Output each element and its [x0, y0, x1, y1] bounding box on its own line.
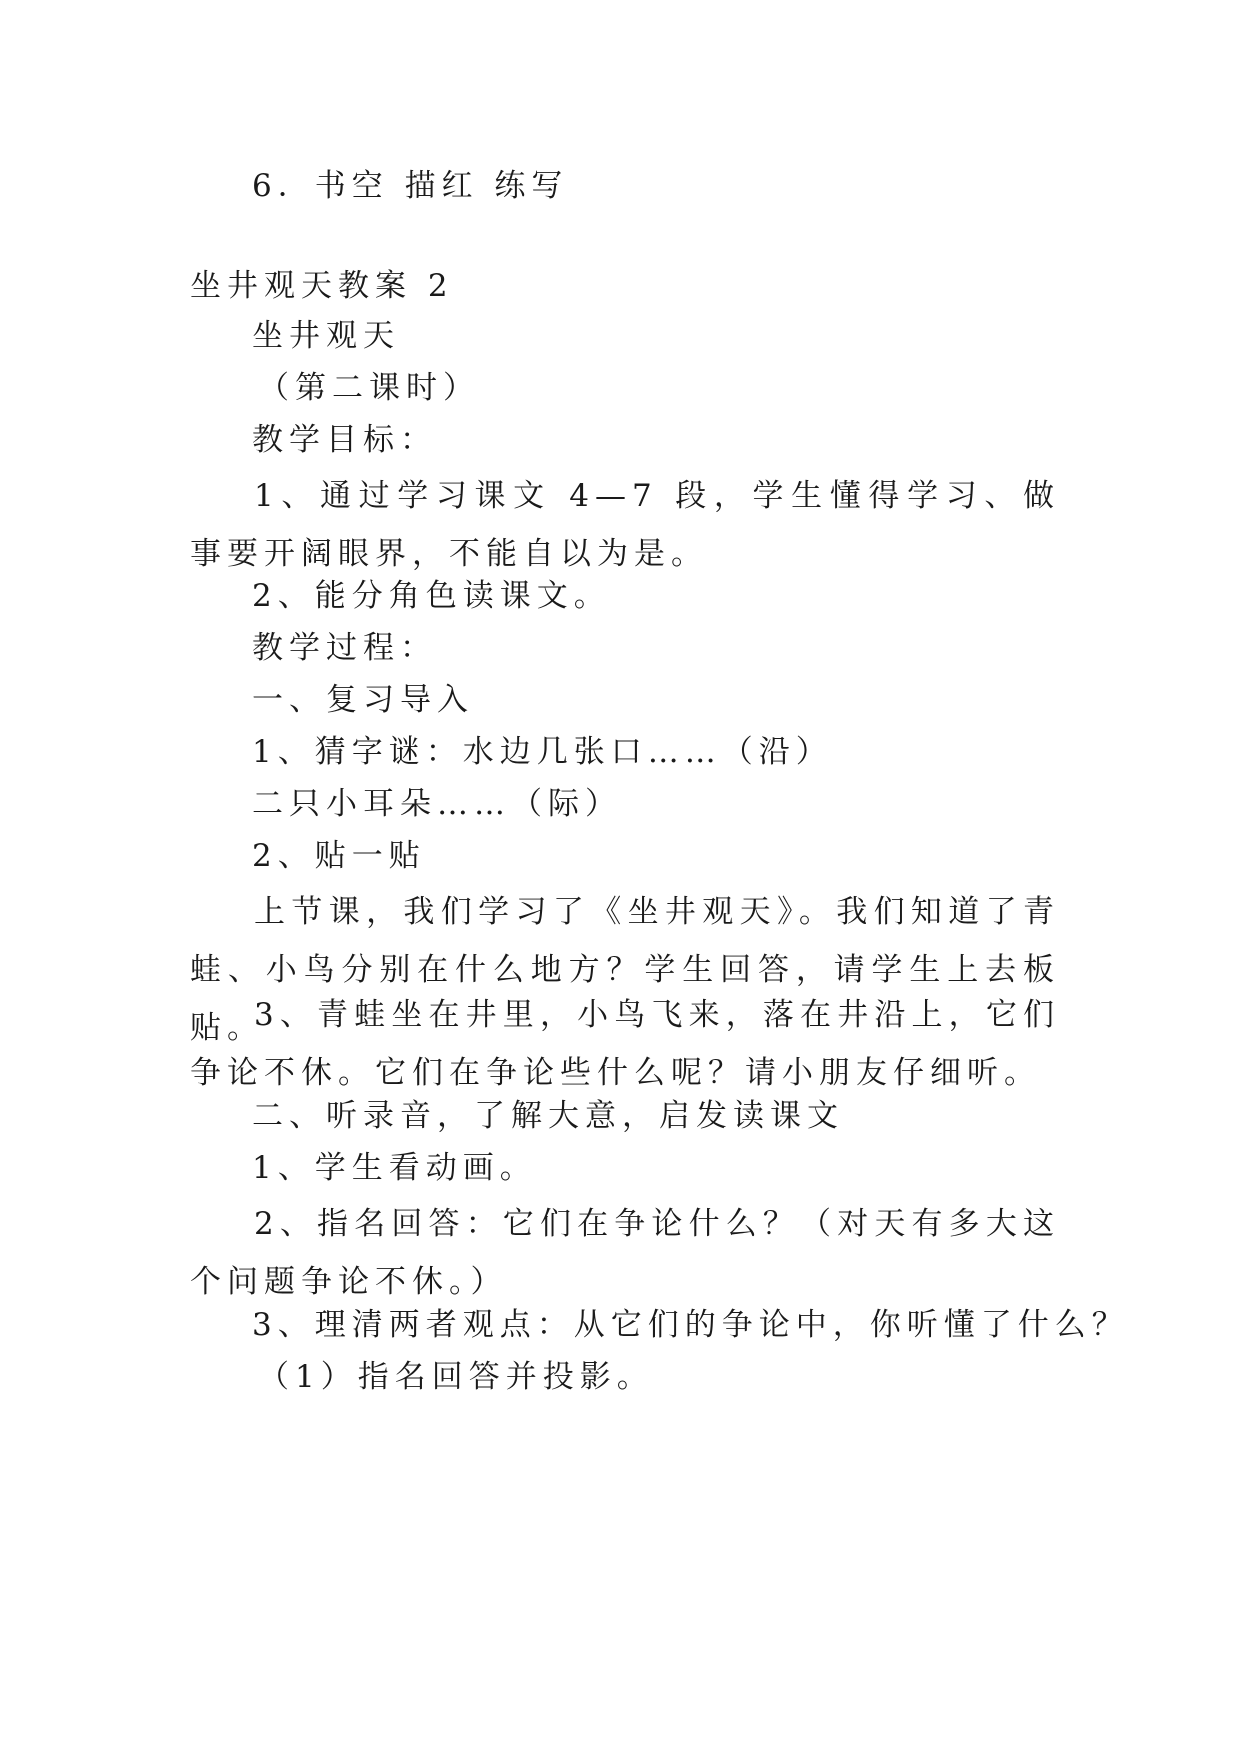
process-heading: 教学过程： — [252, 630, 437, 666]
step-clarify: 3、理清两者观点：从它们的争论中，你听懂了什么？ — [252, 1307, 1129, 1343]
section-title: 坐井观天教案 2 — [190, 268, 454, 304]
step-paste-heading: 2、贴一贴 — [252, 838, 426, 874]
paragraph-step-6: 6．书空 描红 练写 — [252, 168, 569, 204]
paragraph-answer: 2、指名回答：它们在争论什么？（对天有多大这个问题争论不休。） — [190, 1206, 1060, 1300]
riddle-2: 二只小耳朵……（际） — [252, 786, 622, 822]
paragraph-review: 上节课，我们学习了《坐井观天》。我们知道了青蛙、小鸟分别在什么地方？学生回答，请学生上去板贴。 — [190, 894, 1060, 1046]
substep-1: （1）指名回答并投影。 — [258, 1359, 654, 1395]
step-watch-animation: 1、学生看动画。 — [252, 1150, 537, 1186]
lesson-title: 坐井观天 — [252, 318, 400, 354]
lesson-period: （第二课时） — [258, 370, 480, 406]
objectives-heading: 教学目标： — [252, 422, 437, 458]
riddle-1: 1、猜字谜：水边几张口……（沿） — [252, 734, 833, 770]
objective-1: 1、通过学习课文 4—7 段，学生懂得学习、做事要开阔眼界，不能自以为是。 — [190, 478, 1060, 572]
paragraph-debate: 3、青蛙坐在井里，小鸟飞来，落在井沿上，它们争论不休。它们在争论些什么呢？请小朋友仔细听。 — [190, 997, 1060, 1091]
step-one-heading: 一、复习导入 — [252, 682, 474, 718]
step-two-heading: 二、听录音，了解大意，启发读课文 — [252, 1098, 844, 1134]
objective-2: 2、能分角色读课文。 — [252, 578, 611, 614]
